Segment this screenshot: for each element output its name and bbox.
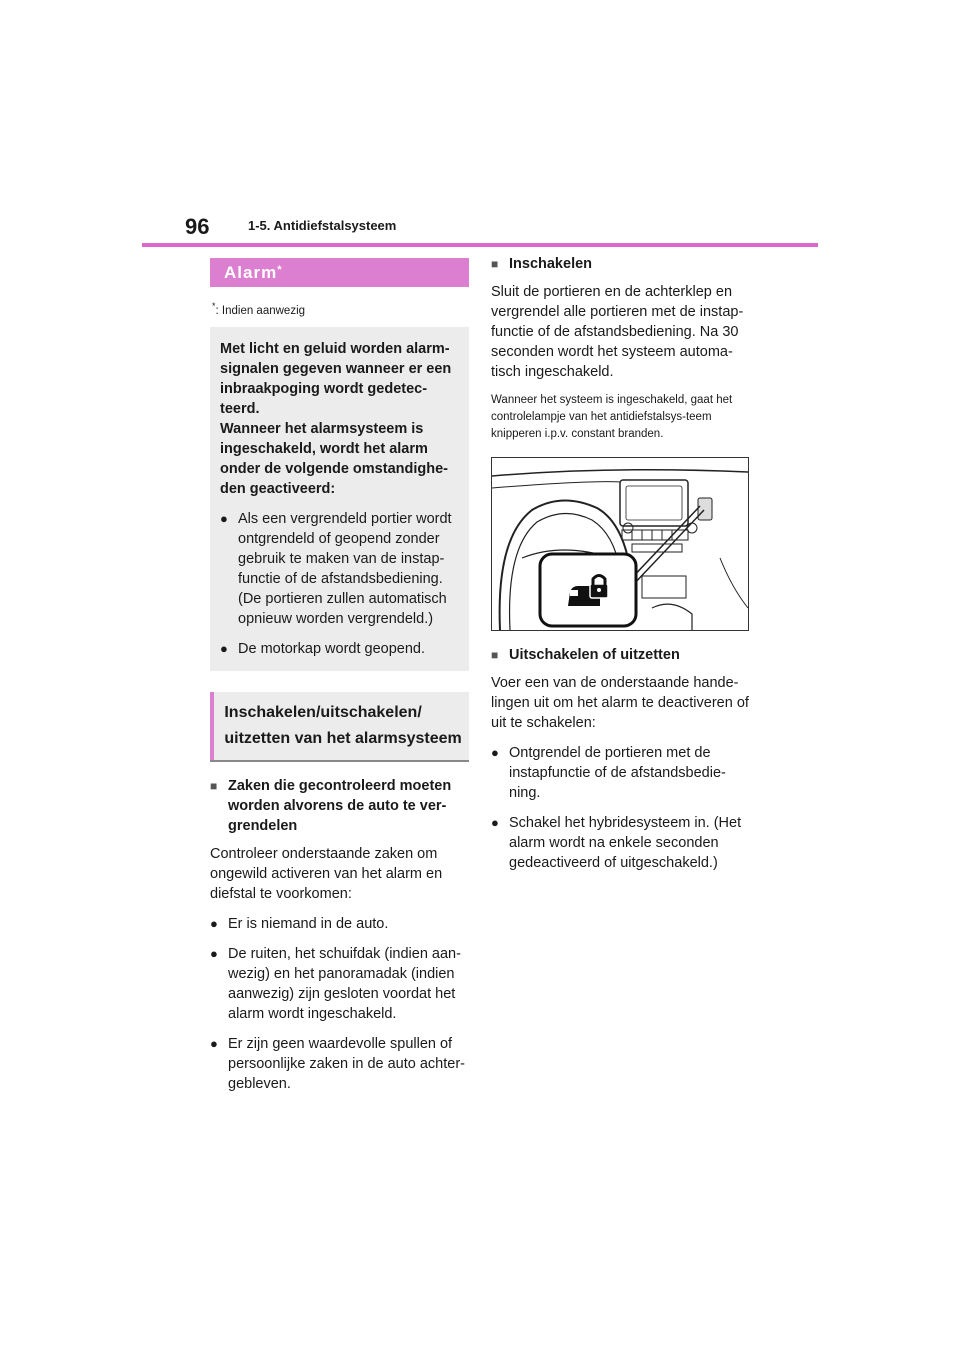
list-item [220, 509, 461, 629]
list-item [210, 914, 469, 934]
subheading-text: Inschakelen [509, 256, 593, 272]
section-heading-text: Inschakelen/uitschakelen/ uitzetten van het alarmsysteem [224, 703, 462, 747]
list-item-text: Schakel het hybridesysteem in. (Het alarm wordt na enkele seconden gedeactiveerd of uitgeschakeld.) [509, 815, 742, 871]
paragraph: Controleer onderstaande zaken om ongewild activeren van het alarm en diefstal te voorkomen: [210, 845, 443, 902]
section-title: 1-5. Antidiefstalsysteem [248, 218, 397, 233]
list-item [210, 944, 469, 1024]
square-bullet-icon: ■ [491, 648, 499, 662]
dashboard-drawing [492, 458, 748, 630]
list-item-text: Als een vergrendeld portier wordt ontgrendeld of geopend zonder gebruik te maken van de instap-functie of de afstandsbediening. (De portieren zullen automatisch opnieuw worden vergrendeld.) [238, 510, 452, 627]
intro-text: Met licht en geluid worden alarm-signalen gegeven wanneer er een inbraakpoging wordt gedetec-teerd. [220, 340, 452, 417]
list-item-text: Er zijn geen waardevolle spullen of persoonlijke zaken in de auto achter-gebleven. [228, 1035, 465, 1092]
square-bullet-icon: ■ [210, 778, 218, 793]
subheading [491, 254, 751, 274]
footnote [212, 301, 469, 317]
paragraph: Voer een van de onderstaande hande-lingen uit om het alarm te deactiveren of uit te schakelen: [491, 675, 749, 731]
right-column [491, 254, 751, 873]
alarm-heading: Alarm [224, 262, 278, 282]
subheading [491, 645, 751, 665]
bullet-icon: ● [220, 640, 228, 656]
list-item [491, 743, 751, 803]
left-column [210, 258, 469, 1094]
list-item [210, 1034, 469, 1094]
square-bullet-icon: ■ [491, 257, 499, 271]
note-text: Wanneer het systeem is ingeschakeld, gaat het controlelampje van het antidiefstalsys-teem knipperen i.p.v. constant branden. [491, 394, 733, 440]
bullet-icon: ● [220, 510, 228, 526]
alarm-heading-asterisk: * [277, 263, 282, 276]
section-heading [210, 692, 469, 762]
list-item-text: De motorkap wordt geopend. [238, 640, 425, 657]
intro-text-2: Wanneer het alarmsysteem is ingeschakeld, wordt het alarm onder de volgende omstandighe-den geactiveerd: [220, 420, 448, 497]
subheading-text: Uitschakelen of uitzetten [509, 647, 680, 663]
subheading-text: Zaken die gecontroleerd moeten worden alvorens de auto te ver-grendelen [228, 777, 452, 834]
list-item [491, 813, 751, 873]
bullet-icon: ● [491, 815, 499, 830]
list-item-text: De ruiten, het schuifdak (indien aan-wezig) en het panoramadak (indien aanwezig) zijn gesloten voordat het alarm wordt ingeschakeld. [228, 945, 461, 1022]
bullet-icon: ● [210, 945, 218, 961]
footnote-text: : Indien aanwezig [215, 304, 306, 317]
subheading [210, 776, 469, 836]
alarm-heading-bar [210, 258, 469, 287]
list-item-text: Er is niemand in de auto. [228, 915, 389, 932]
footnote-mark: * [212, 301, 216, 311]
page-number: 96 [185, 214, 210, 239]
bullet-icon: ● [491, 745, 499, 760]
list-item-text: Ontgrendel de portieren met de instapfunctie of de afstandsbedie-ning. [509, 745, 726, 801]
paragraph: Sluit de portieren en de achterklep en vergrendel alle portieren met de instap-functie of de afstandsbediening. Na 30 seconden wordt het systeem automa-tisch ingeschakeld. [491, 284, 744, 380]
header-rule [142, 243, 818, 247]
bullet-icon: ● [210, 1035, 218, 1051]
dashboard-illustration [491, 457, 749, 631]
alarm-info-box [210, 327, 469, 671]
list-item [220, 639, 461, 659]
bullet-icon: ● [210, 915, 218, 931]
